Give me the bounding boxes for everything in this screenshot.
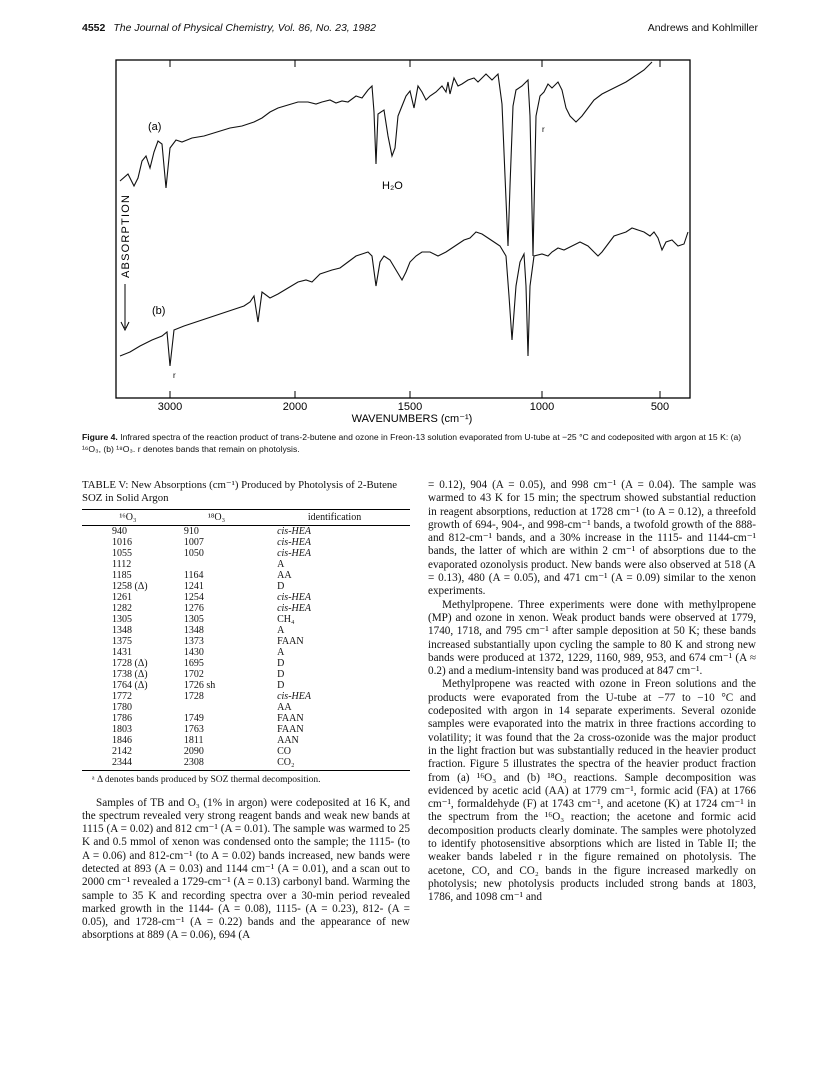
x-tick-1500: 1500 (397, 401, 423, 413)
cell-16o3: 1772 (112, 691, 132, 702)
plot-frame (116, 60, 690, 398)
cell-identification: CH₄ (277, 614, 295, 625)
x-tick-500: 500 (650, 401, 670, 413)
table-title: TABLE V: New Absorptions (cm⁻¹) Produced by Photolysis of 2-Butene SOZ in Solid Argon (82, 479, 398, 504)
table-row (82, 669, 410, 680)
cell-18o3: 1763 (183, 724, 204, 735)
cell-16o3: 1305 (112, 614, 132, 625)
cell-16o3: 1055 (112, 548, 132, 559)
cell-18o3: 1728 (183, 691, 204, 702)
table-row (82, 691, 410, 702)
cell-identification: cis-HEA (277, 691, 311, 702)
running-authors: Andrews and Kohlmiller (647, 22, 758, 34)
col-header-16o3: ¹⁶O₃ (82, 510, 174, 526)
cell-16o3: 1348 (112, 625, 132, 636)
table-row (82, 647, 410, 658)
cell-identification: cis-HEA (277, 526, 311, 537)
cell-16o3: 940 (112, 526, 127, 537)
right-column (428, 479, 756, 905)
table-row (82, 735, 410, 746)
cell-18o3 (174, 559, 259, 570)
cell-18o3: 1726 sh (183, 680, 216, 691)
cell-identification: cis-HEA (277, 537, 311, 548)
cell-16o3: 1282 (112, 603, 132, 614)
cell-identification: A (277, 647, 285, 658)
r-marker-b: r (173, 371, 176, 380)
cell-18o3: 1007 (183, 537, 204, 548)
spectrum-trace-a (120, 62, 652, 256)
x-tick-2000: 2000 (282, 401, 308, 413)
spectrum-label-b: (b) (152, 305, 166, 317)
page-number: 4552 (82, 22, 106, 34)
left-column (82, 479, 410, 943)
cell-16o3: 1846 (112, 735, 132, 746)
table-row (82, 680, 410, 691)
cell-identification: cis-HEA (277, 592, 311, 603)
cell-18o3: 1749 (183, 713, 204, 724)
body-paragraph-right-2: Methylpropene. Three experiments were done with methylpropene (MP) and ozone in xenon. Weak product bands were observed at 1779, 1740, 1718, and 795 cm⁻¹ after sample deposition at 50 K; these bands increased substantially upon cycling the sample to 80 K and strong new bands were produced at 1372, 1229, 1160, 989, 953, and 674 cm⁻¹ (A ≈ 0.2) and a medium-intensity band was produced at 847 cm⁻¹. (428, 598, 756, 678)
cell-16o3: 1112 (112, 559, 132, 570)
water-band-label: H₂O (382, 180, 403, 192)
x-tick-1000: 1000 (529, 401, 555, 413)
ir-spectrum-figure (112, 56, 712, 426)
cell-16o3: 1258 (Δ) (112, 581, 148, 592)
cell-18o3: 1241 (183, 581, 204, 592)
cell-18o3: 1348 (183, 625, 204, 636)
page-header (82, 22, 758, 38)
journal-title: The Journal of Physical Chemistry, Vol. 86, No. 23, 1982 (113, 22, 376, 34)
table-row (82, 526, 410, 538)
table-row (82, 702, 410, 713)
cell-18o3 (174, 702, 259, 713)
table-body (82, 526, 410, 771)
caption-text: Infrared spectra of the reaction product of trans-2-butene and ozone in Freon-13 solution evaporated from U-tube at −25 °C and codeposited with argon at 15 K: (a) ¹⁶O₃, (b) ¹⁸O₃. r denotes bands that remain on photolysis. (82, 432, 742, 454)
caption-label: Figure 4. (82, 432, 118, 442)
table-row (82, 559, 410, 570)
spectrum-trace-b (120, 228, 688, 366)
r-marker-a: r (542, 125, 545, 134)
cell-18o3: 1276 (183, 603, 204, 614)
cell-18o3: 1695 (183, 658, 204, 669)
table-header-row (82, 510, 410, 526)
table-row (82, 757, 410, 771)
table-row (82, 592, 410, 603)
bottom-ticks (170, 391, 660, 398)
cell-identification: AA (277, 702, 292, 713)
cell-18o3: 1702 (183, 669, 204, 680)
cell-identification: D (277, 581, 285, 592)
cell-16o3: 1780 (112, 702, 132, 713)
cell-identification: A (277, 559, 285, 570)
cell-identification: CO₂ (259, 757, 410, 771)
cell-16o3: 1185 (112, 570, 132, 581)
table-row (82, 746, 410, 757)
col-header-18o3: ¹⁸O₃ (174, 510, 259, 526)
cell-18o3: 910 (183, 526, 199, 537)
cell-16o3: 2344 (82, 757, 174, 771)
cell-identification: CO (277, 746, 291, 757)
cell-identification: D (277, 658, 285, 669)
body-paragraph-right-3: Methylpropene was reacted with ozone in Freon solutions and the products were evaporated from the U-tube at −77 to −10 °C and codeposited with argon in 14 separate experiments. Several ozonide samples were evaporated into the matrix in three fractions according to volatility; it was found that the 2a cross-ozonide was the major product in the light fraction but was substantially reduced in the heavier product fraction. Figure 5 illustrates the spectra of the heavier product fraction from (a) ¹⁶O₃ and (b) ¹⁸O₃ reactions. Sample decomposition was evidenced by acetic acid (AA) at 1779 cm⁻¹, formic acid (FA) at 1766 cm⁻¹, formaldehyde (F) at 1743 cm⁻¹, and acetone (K) at 1724 cm⁻¹ in the spectrum from the ¹⁶O₃ reaction; the acetone and formic acid decomposition products clearly dominate. The samples were photolyzed to identify photosensitive absorptions which are listed in Table II; the weaker bands labeled r in the figure remained on photolysis. The acetone, CO, and CO₂ bands in the figure increased markedly on photolysis; new photolysis products included strong bands at 1803, 1786, and 1098 cm⁻¹ and (428, 678, 756, 904)
table-row (82, 713, 410, 724)
x-axis-label: WAVENUMBERS (cm⁻¹) (351, 413, 473, 425)
table-v (82, 509, 410, 771)
cell-identification: cis-HEA (277, 548, 311, 559)
cell-18o3: 1811 (183, 735, 204, 746)
table-row (82, 724, 410, 735)
table-footnote: ᵃ Δ denotes bands produced by SOZ thermal decomposition. (92, 775, 321, 785)
table-row (82, 658, 410, 669)
cell-18o3: 1373 (183, 636, 204, 647)
cell-identification: AAN (277, 735, 299, 746)
cell-18o3: 2090 (183, 746, 204, 757)
cell-16o3: 1728 (Δ) (112, 658, 148, 669)
cell-16o3: 2142 (112, 746, 132, 757)
cell-16o3: 1431 (112, 647, 132, 658)
cell-identification: D (277, 680, 285, 691)
figure-caption (82, 432, 758, 455)
cell-identification: cis-HEA (277, 603, 311, 614)
cell-identification: FAAN (277, 724, 304, 735)
x-tick-3000: 3000 (157, 401, 183, 413)
cell-16o3: 1803 (112, 724, 132, 735)
table-row (82, 537, 410, 548)
body-paragraph-left: Samples of TB and O₃ (1% in argon) were codeposited at 16 K, and the spectrum revealed very strong reagent bands and weak new bands at 1115 (A = 0.02) and 812 cm⁻¹ (A = 0.01). The sample was warmed to 25 K and 0.5 mmol of xenon was condensed onto the sample; the 1115- (to A = 0.06) and 812-cm⁻¹ (to A = 0.02) bands increased, new bands were detected at 893 (A = 0.03) and 1144 cm⁻¹ (A = 0.01), and a scan out to 2000 cm⁻¹ revealed a 1729-cm⁻¹ (A = 0.13) carbonyl band. Warming the sample to 35 K and recording spectra over a 30-min period revealed marked growth in the 1144- (A = 0.08), 1115- (A = 0.23), 812- (A = 0.05), and 1728-cm⁻¹ (A = 0.22) bands and the appearance of new absorptions at 889 (A = 0.06), 694 (A (82, 796, 410, 942)
cell-18o3: 1305 (183, 614, 204, 625)
cell-16o3: 1764 (Δ) (112, 680, 148, 691)
table-row (82, 603, 410, 614)
cell-16o3: 1375 (112, 636, 132, 647)
cell-18o3: 2308 (174, 757, 259, 771)
cell-18o3: 1164 (183, 570, 204, 581)
cell-16o3: 1016 (112, 537, 132, 548)
table-row (82, 636, 410, 647)
table-row (82, 625, 410, 636)
cell-18o3: 1050 (183, 548, 204, 559)
table-row (82, 570, 410, 581)
cell-18o3: 1254 (183, 592, 204, 603)
table-row (82, 614, 410, 625)
cell-identification: D (277, 669, 285, 680)
table-row (82, 581, 410, 592)
y-axis-label: ABSORPTION (120, 193, 132, 278)
body-paragraph-right-1: = 0.12), 904 (A = 0.05), and 998 cm⁻¹ (A = 0.04). The sample was warmed to 43 K for 15 min; the spectrum showed substantial reduction in reagent absorptions, reduction at 1728 cm⁻¹ (to A = 0.12), a threefold growth of 694-, 904-, and 998-cm⁻¹ bands, a twofold growth of the 888- and 812-cm⁻¹ bands, and a 30% increase in the 1115- and 1144-cm⁻¹ bands, the latter of which are within 2 cm⁻¹ of absorptions due to the evaporated ozonolysis product. New bands were also observed at 518 (A = 0.13), 480 (A = 0.05), and 471 cm⁻¹ (A = 0.09) similar to the xenon experiments. (428, 479, 756, 598)
cell-16o3: 1786 (112, 713, 132, 724)
cell-identification: FAAN (277, 713, 304, 724)
table-row (82, 548, 410, 559)
spectrum-label-a: (a) (148, 121, 162, 133)
cell-identification: FAAN (277, 636, 304, 647)
cell-identification: A (277, 625, 285, 636)
top-ticks (170, 60, 660, 67)
cell-identification: AA (277, 570, 292, 581)
cell-16o3: 1738 (Δ) (112, 669, 148, 680)
col-header-identification: identification (259, 510, 410, 526)
cell-16o3: 1261 (112, 592, 132, 603)
cell-18o3: 1430 (183, 647, 204, 658)
